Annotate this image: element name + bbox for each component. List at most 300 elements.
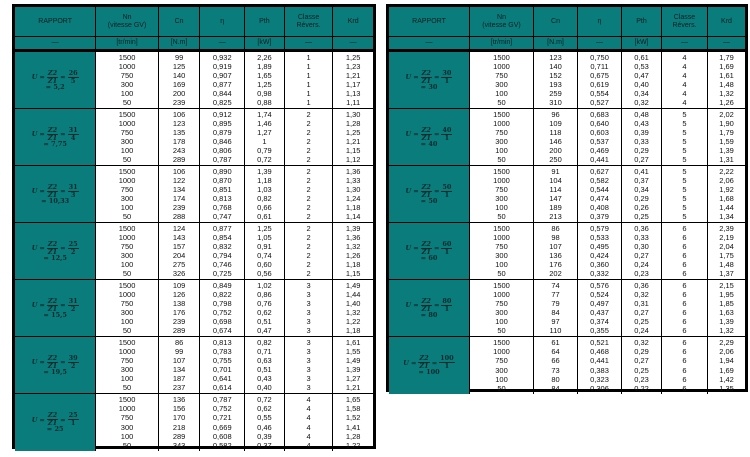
left-table xyxy=(12,4,376,449)
cell-eta: 0,640 xyxy=(590,119,609,128)
column-pth xyxy=(245,280,285,336)
cell-cn: 86 xyxy=(174,338,184,347)
formula-eq: = xyxy=(39,358,45,366)
cell-classe: 3 xyxy=(306,326,311,335)
cell-cn: 174 xyxy=(172,194,186,203)
cell-classe: 6 xyxy=(682,281,687,290)
header-eta-line: η xyxy=(597,17,602,25)
cell-cn: 157 xyxy=(172,242,186,251)
formula-eq: = xyxy=(60,358,66,366)
cell-krd: 1,95 xyxy=(719,290,734,299)
unit-eta: — xyxy=(578,37,622,49)
cell-classe: 3 xyxy=(306,308,311,317)
fraction-num: 31 xyxy=(68,182,78,191)
ratio-result: = 30 xyxy=(420,82,438,91)
cell-pth: 0,72 xyxy=(257,395,272,404)
column-classe xyxy=(662,223,708,279)
fraction-den: Z1 xyxy=(47,304,58,313)
ratio-cell xyxy=(15,52,96,108)
cell-pth: 0,61 xyxy=(257,212,272,221)
cell-nn: 100 xyxy=(120,374,134,383)
cell-eta: 0,825 xyxy=(212,98,232,107)
cell-cn: 326 xyxy=(172,269,186,278)
cell-krd: 2,06 xyxy=(719,347,734,357)
header-cn xyxy=(534,7,578,36)
cell-cn: 110 xyxy=(549,326,562,335)
cell-pth: 1,74 xyxy=(257,110,272,119)
formula-eq: = xyxy=(433,187,440,195)
cell-pth: 0,74 xyxy=(257,251,272,260)
cell-nn: 100 xyxy=(120,89,134,98)
cell-nn: 1500 xyxy=(493,224,510,233)
column-classe xyxy=(662,280,708,336)
ratio-cell xyxy=(15,394,96,451)
cell-krd: 1,21 xyxy=(345,137,361,146)
fraction-den: Z1 xyxy=(47,419,58,427)
cell-pth: 0,40 xyxy=(257,383,272,392)
cell-cn: 97 xyxy=(551,317,560,326)
ratio-formula xyxy=(406,184,453,205)
column-classe xyxy=(285,109,334,165)
column-nn xyxy=(470,337,534,394)
cell-krd: 1,75 xyxy=(719,251,734,260)
cell-krd: 1,37 xyxy=(719,269,734,278)
formula-u: U xyxy=(31,244,38,252)
ratio-formula xyxy=(403,355,454,376)
cell-eta: 0,441 xyxy=(590,356,609,366)
ratio-cell xyxy=(389,223,470,279)
cell-nn: 300 xyxy=(495,308,508,317)
cell-krd: 1,79 xyxy=(719,53,734,62)
cell-cn: 202 xyxy=(549,269,562,278)
cell-nn: 300 xyxy=(120,308,134,317)
ratio-formula xyxy=(32,298,79,319)
ratio-group xyxy=(15,52,373,109)
cell-classe: 4 xyxy=(306,404,311,414)
cell-classe: 1 xyxy=(306,62,311,71)
cell-classe: 3 xyxy=(306,383,311,392)
column-pth xyxy=(622,337,662,394)
fraction-den: Z1 xyxy=(47,76,58,85)
cell-nn: 1500 xyxy=(118,395,136,404)
cell-eta: 0,755 xyxy=(212,356,232,365)
cell-classe: 1 xyxy=(306,98,311,107)
cell-nn: 1500 xyxy=(118,53,136,62)
fraction-den: 1 xyxy=(444,304,450,313)
cell-eta: 0,537 xyxy=(590,137,609,146)
fraction-teeth xyxy=(441,70,452,85)
ratio-result: = 25 xyxy=(46,425,64,433)
cell-classe: 2 xyxy=(306,212,311,221)
cell-eta: 0,822 xyxy=(212,290,232,299)
cell-classe: 5 xyxy=(682,137,687,146)
cell-nn: 300 xyxy=(120,80,134,89)
column-nn xyxy=(470,52,534,108)
column-krd xyxy=(333,280,373,336)
cell-cn: 140 xyxy=(549,62,562,71)
cell-cn: 124 xyxy=(172,224,186,233)
cell-nn: 50 xyxy=(122,326,132,335)
cell-krd: 1,34 xyxy=(719,212,734,221)
cell-krd: 1,27 xyxy=(345,374,361,383)
formula-eq: = xyxy=(39,415,45,424)
unit-eta: — xyxy=(200,37,245,49)
header-pth-label xyxy=(636,18,647,26)
fraction-den: 1 xyxy=(70,419,76,427)
cell-pth: 0,63 xyxy=(257,356,272,365)
cell-pth: 1,46 xyxy=(257,119,272,128)
cell-krd: 1,31 xyxy=(719,155,734,164)
formula-eq: = xyxy=(60,415,66,424)
cell-cn: 125 xyxy=(172,62,186,71)
formula-u: U xyxy=(405,130,412,138)
cell-pth: 0,36 xyxy=(634,224,649,233)
header-pth-line: Pth xyxy=(259,17,270,25)
cell-nn: 750 xyxy=(495,299,508,308)
cell-eta: 0,877 xyxy=(212,80,232,89)
cell-eta: 0,360 xyxy=(590,260,609,269)
column-cn xyxy=(534,280,578,336)
cell-nn: 1500 xyxy=(493,281,510,290)
cell-eta: 0,383 xyxy=(590,365,609,375)
column-pth xyxy=(245,394,285,451)
fraction-num: Z2 xyxy=(421,182,431,191)
header-nn xyxy=(96,7,158,36)
cell-krd: 1,22 xyxy=(345,440,361,450)
ratio-result: = 12,5 xyxy=(43,253,67,262)
formula-u: U xyxy=(31,358,38,366)
cell-nn: 300 xyxy=(495,251,508,260)
cell-classe: 2 xyxy=(306,203,311,212)
cell-eta: 0,794 xyxy=(212,251,232,260)
cell-nn: 750 xyxy=(495,128,508,137)
cell-nn: 1000 xyxy=(118,404,136,414)
header-classe-label xyxy=(672,14,696,30)
cell-nn: 1500 xyxy=(118,338,136,347)
cell-classe: 6 xyxy=(682,317,687,326)
cell-eta: 0,895 xyxy=(212,119,232,128)
cell-classe: 5 xyxy=(682,212,687,221)
cell-classe: 2 xyxy=(306,167,311,176)
cell-eta: 0,919 xyxy=(212,62,232,71)
cell-pth: 0,33 xyxy=(634,137,649,146)
cell-classe: 4 xyxy=(682,98,687,107)
cell-eta: 0,497 xyxy=(590,299,609,308)
cell-krd: 1,49 xyxy=(345,356,361,365)
unit-cn: [N.m] xyxy=(534,37,578,49)
cell-classe: 3 xyxy=(306,374,311,383)
cell-nn: 100 xyxy=(495,146,508,155)
header-pth-label xyxy=(259,18,270,26)
cell-cn: 84 xyxy=(551,308,560,317)
cell-cn: 259 xyxy=(549,89,562,98)
cell-eta: 0,576 xyxy=(590,281,609,290)
header-eta-label xyxy=(220,18,224,26)
cell-pth: 0,72 xyxy=(257,155,272,164)
ratio-cell xyxy=(15,223,96,279)
cell-nn: 100 xyxy=(495,260,508,269)
ratio-result: = 15,5 xyxy=(43,310,67,319)
cell-pth: 1,25 xyxy=(257,224,272,233)
cell-nn: 1500 xyxy=(493,167,510,176)
cell-pth: 0,32 xyxy=(634,98,649,107)
formula-eq: = xyxy=(433,130,440,138)
column-krd xyxy=(333,337,373,393)
cell-classe: 4 xyxy=(306,395,311,404)
cell-eta: 0,579 xyxy=(590,224,609,233)
ratio-cell xyxy=(389,166,470,222)
ratio-group xyxy=(389,223,745,280)
cell-pth: 0,88 xyxy=(257,98,272,107)
cell-classe: 5 xyxy=(682,146,687,155)
cell-krd: 1,48 xyxy=(719,260,734,269)
fraction-num: 30 xyxy=(442,68,452,77)
cell-classe: 1 xyxy=(306,53,311,62)
cell-eta: 0,851 xyxy=(212,185,232,194)
cell-eta: 0,854 xyxy=(212,233,232,242)
cell-nn: 50 xyxy=(122,440,132,450)
cell-pth: 0,25 xyxy=(634,317,649,326)
cell-pth: 2,26 xyxy=(257,53,272,62)
cell-nn: 750 xyxy=(495,185,508,194)
formula-u: U xyxy=(31,301,38,309)
cell-pth: 0,82 xyxy=(257,338,272,347)
fraction-num: Z2 xyxy=(47,125,58,134)
column-nn xyxy=(96,223,158,279)
cell-classe: 2 xyxy=(306,233,311,242)
fraction-num: 40 xyxy=(442,125,452,134)
cell-cn: 218 xyxy=(172,422,186,432)
cell-krd: 1,40 xyxy=(345,299,361,308)
cell-eta: 0,533 xyxy=(590,233,609,242)
cell-nn: 50 xyxy=(122,155,132,164)
fraction-teeth xyxy=(68,298,79,313)
cell-pth: 0,25 xyxy=(634,212,649,221)
cell-pth: 0,31 xyxy=(634,299,649,308)
column-eta xyxy=(200,109,245,165)
cell-classe: 5 xyxy=(682,176,687,185)
fraction-den: 5 xyxy=(70,76,76,85)
cell-classe: 2 xyxy=(306,155,311,164)
cell-eta: 0,787 xyxy=(212,155,232,164)
cell-classe: 3 xyxy=(306,281,311,290)
column-cn xyxy=(159,109,201,165)
cell-pth: 0,40 xyxy=(634,80,649,89)
header-krd xyxy=(333,7,373,36)
cell-krd: 1,55 xyxy=(345,347,361,356)
header-krd-line: Krd xyxy=(347,17,359,25)
ratio-formula xyxy=(406,298,453,319)
cell-krd: 1,63 xyxy=(719,308,734,317)
cell-classe: 4 xyxy=(306,422,311,432)
cell-classe: 4 xyxy=(306,440,311,450)
cell-eta: 0,608 xyxy=(212,431,232,441)
cell-krd: 1,52 xyxy=(345,413,361,423)
ratio-cell xyxy=(389,337,470,394)
cell-classe: 3 xyxy=(306,356,311,365)
column-pth xyxy=(245,52,285,108)
column-nn xyxy=(96,52,158,108)
cell-nn: 1000 xyxy=(118,62,136,71)
cell-cn: 289 xyxy=(172,326,186,335)
formula-eq: = xyxy=(60,301,66,309)
formula-eq: = xyxy=(60,244,66,252)
column-eta xyxy=(578,223,622,279)
cell-nn: 100 xyxy=(495,203,508,212)
column-krd xyxy=(708,52,745,108)
cell-cn: 146 xyxy=(549,137,562,146)
cell-eta: 0,870 xyxy=(212,176,232,185)
cell-classe: 5 xyxy=(682,185,687,194)
cell-nn: 50 xyxy=(122,383,132,392)
cell-nn: 1000 xyxy=(493,119,510,128)
cell-pth: 0,29 xyxy=(634,146,649,155)
column-krd xyxy=(333,109,373,165)
cell-cn: 169 xyxy=(172,80,186,89)
cell-pth: 0,55 xyxy=(257,413,272,423)
fraction-teeth xyxy=(441,241,452,256)
cell-eta: 0,752 xyxy=(212,404,232,414)
cell-cn: 343 xyxy=(172,440,186,450)
column-classe xyxy=(285,280,334,336)
cell-pth: 0,41 xyxy=(634,167,649,176)
cell-cn: 189 xyxy=(549,203,562,212)
cell-pth: 1,05 xyxy=(257,233,272,242)
cell-cn: 310 xyxy=(549,98,562,107)
cell-eta: 0,701 xyxy=(212,365,232,374)
cell-cn: 200 xyxy=(172,89,186,98)
fraction-den: Z1 xyxy=(47,190,58,199)
formula-eq: = xyxy=(39,301,45,309)
cell-pth: 0,39 xyxy=(634,128,649,137)
header-krd-label xyxy=(348,18,359,26)
cell-classe: 2 xyxy=(306,146,311,155)
column-pth xyxy=(245,337,285,393)
ratio-formula xyxy=(32,70,79,91)
column-eta xyxy=(200,223,245,279)
cell-krd: 2,22 xyxy=(719,167,734,176)
column-pth xyxy=(622,223,662,279)
units-row xyxy=(389,37,745,52)
fraction-num: Z2 xyxy=(419,354,429,362)
cell-classe: 6 xyxy=(682,308,687,317)
cell-nn: 750 xyxy=(120,242,134,251)
cell-eta: 0,468 xyxy=(590,347,609,357)
cell-krd: 1,15 xyxy=(345,146,361,155)
cell-classe: 6 xyxy=(682,347,687,357)
cell-krd: 1,32 xyxy=(345,242,361,251)
fraction-num: Z2 xyxy=(421,68,431,77)
cell-cn: 239 xyxy=(172,203,186,212)
cell-krd: 1,39 xyxy=(345,365,361,374)
ratio-result: = 40 xyxy=(420,139,438,148)
unit-krd: — xyxy=(723,39,730,46)
cell-eta: 0,603 xyxy=(590,128,609,137)
cell-krd: 2,15 xyxy=(719,281,734,290)
cell-pth: 0,98 xyxy=(257,89,272,98)
cell-nn: 1000 xyxy=(493,290,510,299)
cell-eta: 0,674 xyxy=(212,326,232,335)
cell-classe: 4 xyxy=(682,71,687,80)
cell-krd: 1,30 xyxy=(345,110,361,119)
fraction-den: 4 xyxy=(70,133,76,142)
header-krd-line: Krd xyxy=(721,17,732,25)
cell-nn: 1500 xyxy=(118,110,136,119)
header-nn-line: (vitesse GV) xyxy=(107,21,147,29)
cell-nn: 1000 xyxy=(493,347,510,357)
cell-pth: 0,32 xyxy=(634,290,649,299)
column-nn xyxy=(470,109,534,165)
ratio-cell xyxy=(389,109,470,165)
ratio-group xyxy=(15,223,373,280)
cell-pth: 1,25 xyxy=(257,80,272,89)
cell-cn: 187 xyxy=(172,374,186,383)
ratio-group xyxy=(389,166,745,223)
formula-eq: = xyxy=(433,301,440,309)
fraction-den: Z1 xyxy=(421,76,431,85)
cell-classe: 1 xyxy=(306,71,311,80)
cell-pth: 0,32 xyxy=(634,338,649,347)
unit-classe: — xyxy=(662,37,708,49)
cell-cn: 74 xyxy=(551,281,560,290)
column-nn xyxy=(470,166,534,222)
column-nn xyxy=(470,223,534,279)
column-eta xyxy=(200,394,245,451)
formula-eq: = xyxy=(39,73,45,81)
cell-krd: 1,90 xyxy=(719,119,734,128)
fraction-teeth xyxy=(68,355,79,370)
cell-nn: 1000 xyxy=(493,62,510,71)
cell-eta: 0,907 xyxy=(212,71,232,80)
cell-krd: 1,58 xyxy=(345,404,361,414)
cell-classe: 2 xyxy=(306,269,311,278)
header-rapport-line: RAPPORT xyxy=(412,17,446,25)
cell-krd: 1,42 xyxy=(719,374,734,384)
cell-eta: 0,846 xyxy=(212,137,232,146)
cell-nn: 1000 xyxy=(118,176,136,185)
formula-eq: = xyxy=(431,358,438,367)
cell-classe: 3 xyxy=(306,338,311,347)
column-pth xyxy=(622,109,662,165)
ratio-result: = 100 xyxy=(418,368,440,376)
cell-classe: 2 xyxy=(306,242,311,251)
column-cn xyxy=(534,223,578,279)
cell-cn: 200 xyxy=(549,146,562,155)
cell-krd: 1,36 xyxy=(345,167,361,176)
cell-classe: 4 xyxy=(306,431,311,441)
cell-eta: 0,890 xyxy=(212,167,232,176)
ratio-result: = 80 xyxy=(420,310,438,319)
cell-nn: 100 xyxy=(495,89,508,98)
cell-classe: 1 xyxy=(306,89,311,98)
cell-krd: 1,12 xyxy=(345,155,361,164)
cell-pth: 0,76 xyxy=(257,299,272,308)
header-eta xyxy=(578,7,622,36)
header-rapport-line: RAPPORT xyxy=(38,17,73,25)
cell-krd: 1,13 xyxy=(345,89,361,98)
cell-eta: 0,306 xyxy=(590,383,609,393)
cell-cn: 134 xyxy=(172,185,186,194)
formula-u: U xyxy=(403,358,409,367)
cell-nn: 1000 xyxy=(118,233,136,242)
column-eta xyxy=(578,337,622,394)
header-eta-label xyxy=(598,18,602,26)
fraction-num: 31 xyxy=(68,296,78,305)
cell-pth: 0,39 xyxy=(257,431,272,441)
cell-classe: 5 xyxy=(682,119,687,128)
cell-cn: 193 xyxy=(549,80,562,89)
column-krd xyxy=(333,394,373,451)
